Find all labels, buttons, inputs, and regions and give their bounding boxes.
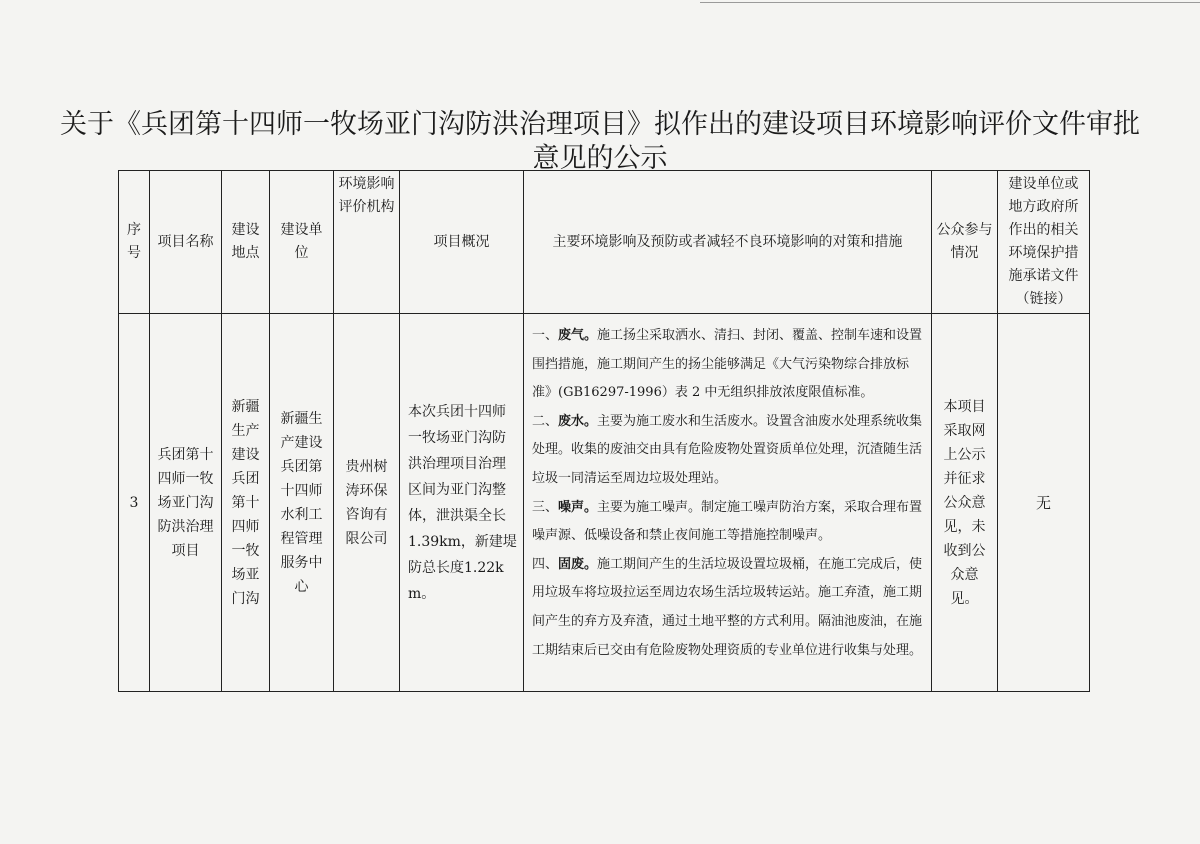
header-measures: 主要环境影响及预防或者减轻不良环境影响的对策和措施 (524, 171, 932, 314)
row-commitment: 无 (998, 314, 1090, 692)
measure-prefix: 四、 (532, 556, 559, 572)
top-border-line (700, 2, 1200, 3)
page-title: 关于《兵团第十四师一牧场亚门沟防洪治理项目》拟作出的建设项目环境影响评价文件审批意见的公示 (60, 109, 1140, 174)
header-builder: 建设单位 (270, 171, 334, 314)
row-measures (524, 314, 932, 692)
measure-prefix: 二、 (532, 413, 559, 429)
measure-label: 固废。 (558, 556, 598, 572)
measure-prefix: 一、 (532, 328, 559, 343)
header-location: 建设地点 (222, 171, 270, 314)
row-index: 3 (119, 314, 150, 692)
row-public: 本项目采取网上公示并征求公众意见，未收到公众意见。 (932, 314, 998, 692)
approval-table (118, 170, 1090, 692)
measure-text: 施工期间产生的生活垃圾设置垃圾桶，在施工完成后，使用垃圾车将垃圾拉运至周边农场生活垃圾转运站。施工弃渣，施工期间产生的弃方及弃渣，通过土地平整的方式利用。隔油池废油，在施工期结束后已交由有危险废物处理资质的专业单位进行收集与处理。 (532, 556, 923, 658)
measure-label: 废气。 (558, 328, 598, 343)
measure-text: 主要为施工噪声。制定施工噪声防治方案，采取合理布置噪声源、低噪设备和禁止夜间施工等措施控制噪声。 (532, 499, 923, 544)
measure-label: 噪声。 (558, 499, 598, 515)
row-location: 新疆生产建设兵团第十四师一牧场亚门沟 (222, 314, 270, 692)
header-public: 公众参与情况 (932, 171, 998, 314)
measure-item (532, 408, 925, 494)
table-row (119, 314, 1090, 692)
table-header-row (119, 171, 1090, 314)
measure-prefix: 三、 (532, 499, 559, 515)
row-builder: 新疆生产建设兵团第十四师水利工程管理服务中心 (270, 314, 334, 692)
measure-item (532, 494, 925, 551)
measure-item (532, 322, 925, 408)
row-eia-agency: 贵州树涛环保咨询有限公司 (334, 314, 400, 692)
measure-label: 废水。 (558, 413, 598, 429)
header-overview: 项目概况 (400, 171, 524, 314)
header-project-name: 项目名称 (150, 171, 222, 314)
measure-text: 施工扬尘采取洒水、清扫、封闭、覆盖、控制车速和设置围挡措施，施工期间产生的扬尘能够满足《大气污染物综合排放标准》(GB16297-1996）表 2 中无组织排放浓度限值标准。 (532, 328, 923, 401)
measure-text: 主要为施工废水和生活废水。设置含油废水处理系统收集处理。收集的废油交由具有危险废物处置资质单位处理，沉渣随生活垃圾一同清运至周边垃圾处理站。 (532, 413, 923, 486)
measure-item (532, 551, 925, 665)
row-overview: 本次兵团十四师一牧场亚门沟防洪治理项目治理区间为亚门沟整体，泄洪渠全长1.39km，新建堤防总长度1.22km。 (400, 314, 524, 692)
header-index: 序号 (119, 171, 150, 314)
header-eia-agency: 环境影响评价机构 (334, 171, 400, 314)
header-commitment: 建设单位或地方政府所作出的相关环境保护措施承诺文件（链接） (998, 171, 1090, 314)
row-project-name: 兵团第十四师一牧场亚门沟防洪治理项目 (150, 314, 222, 692)
